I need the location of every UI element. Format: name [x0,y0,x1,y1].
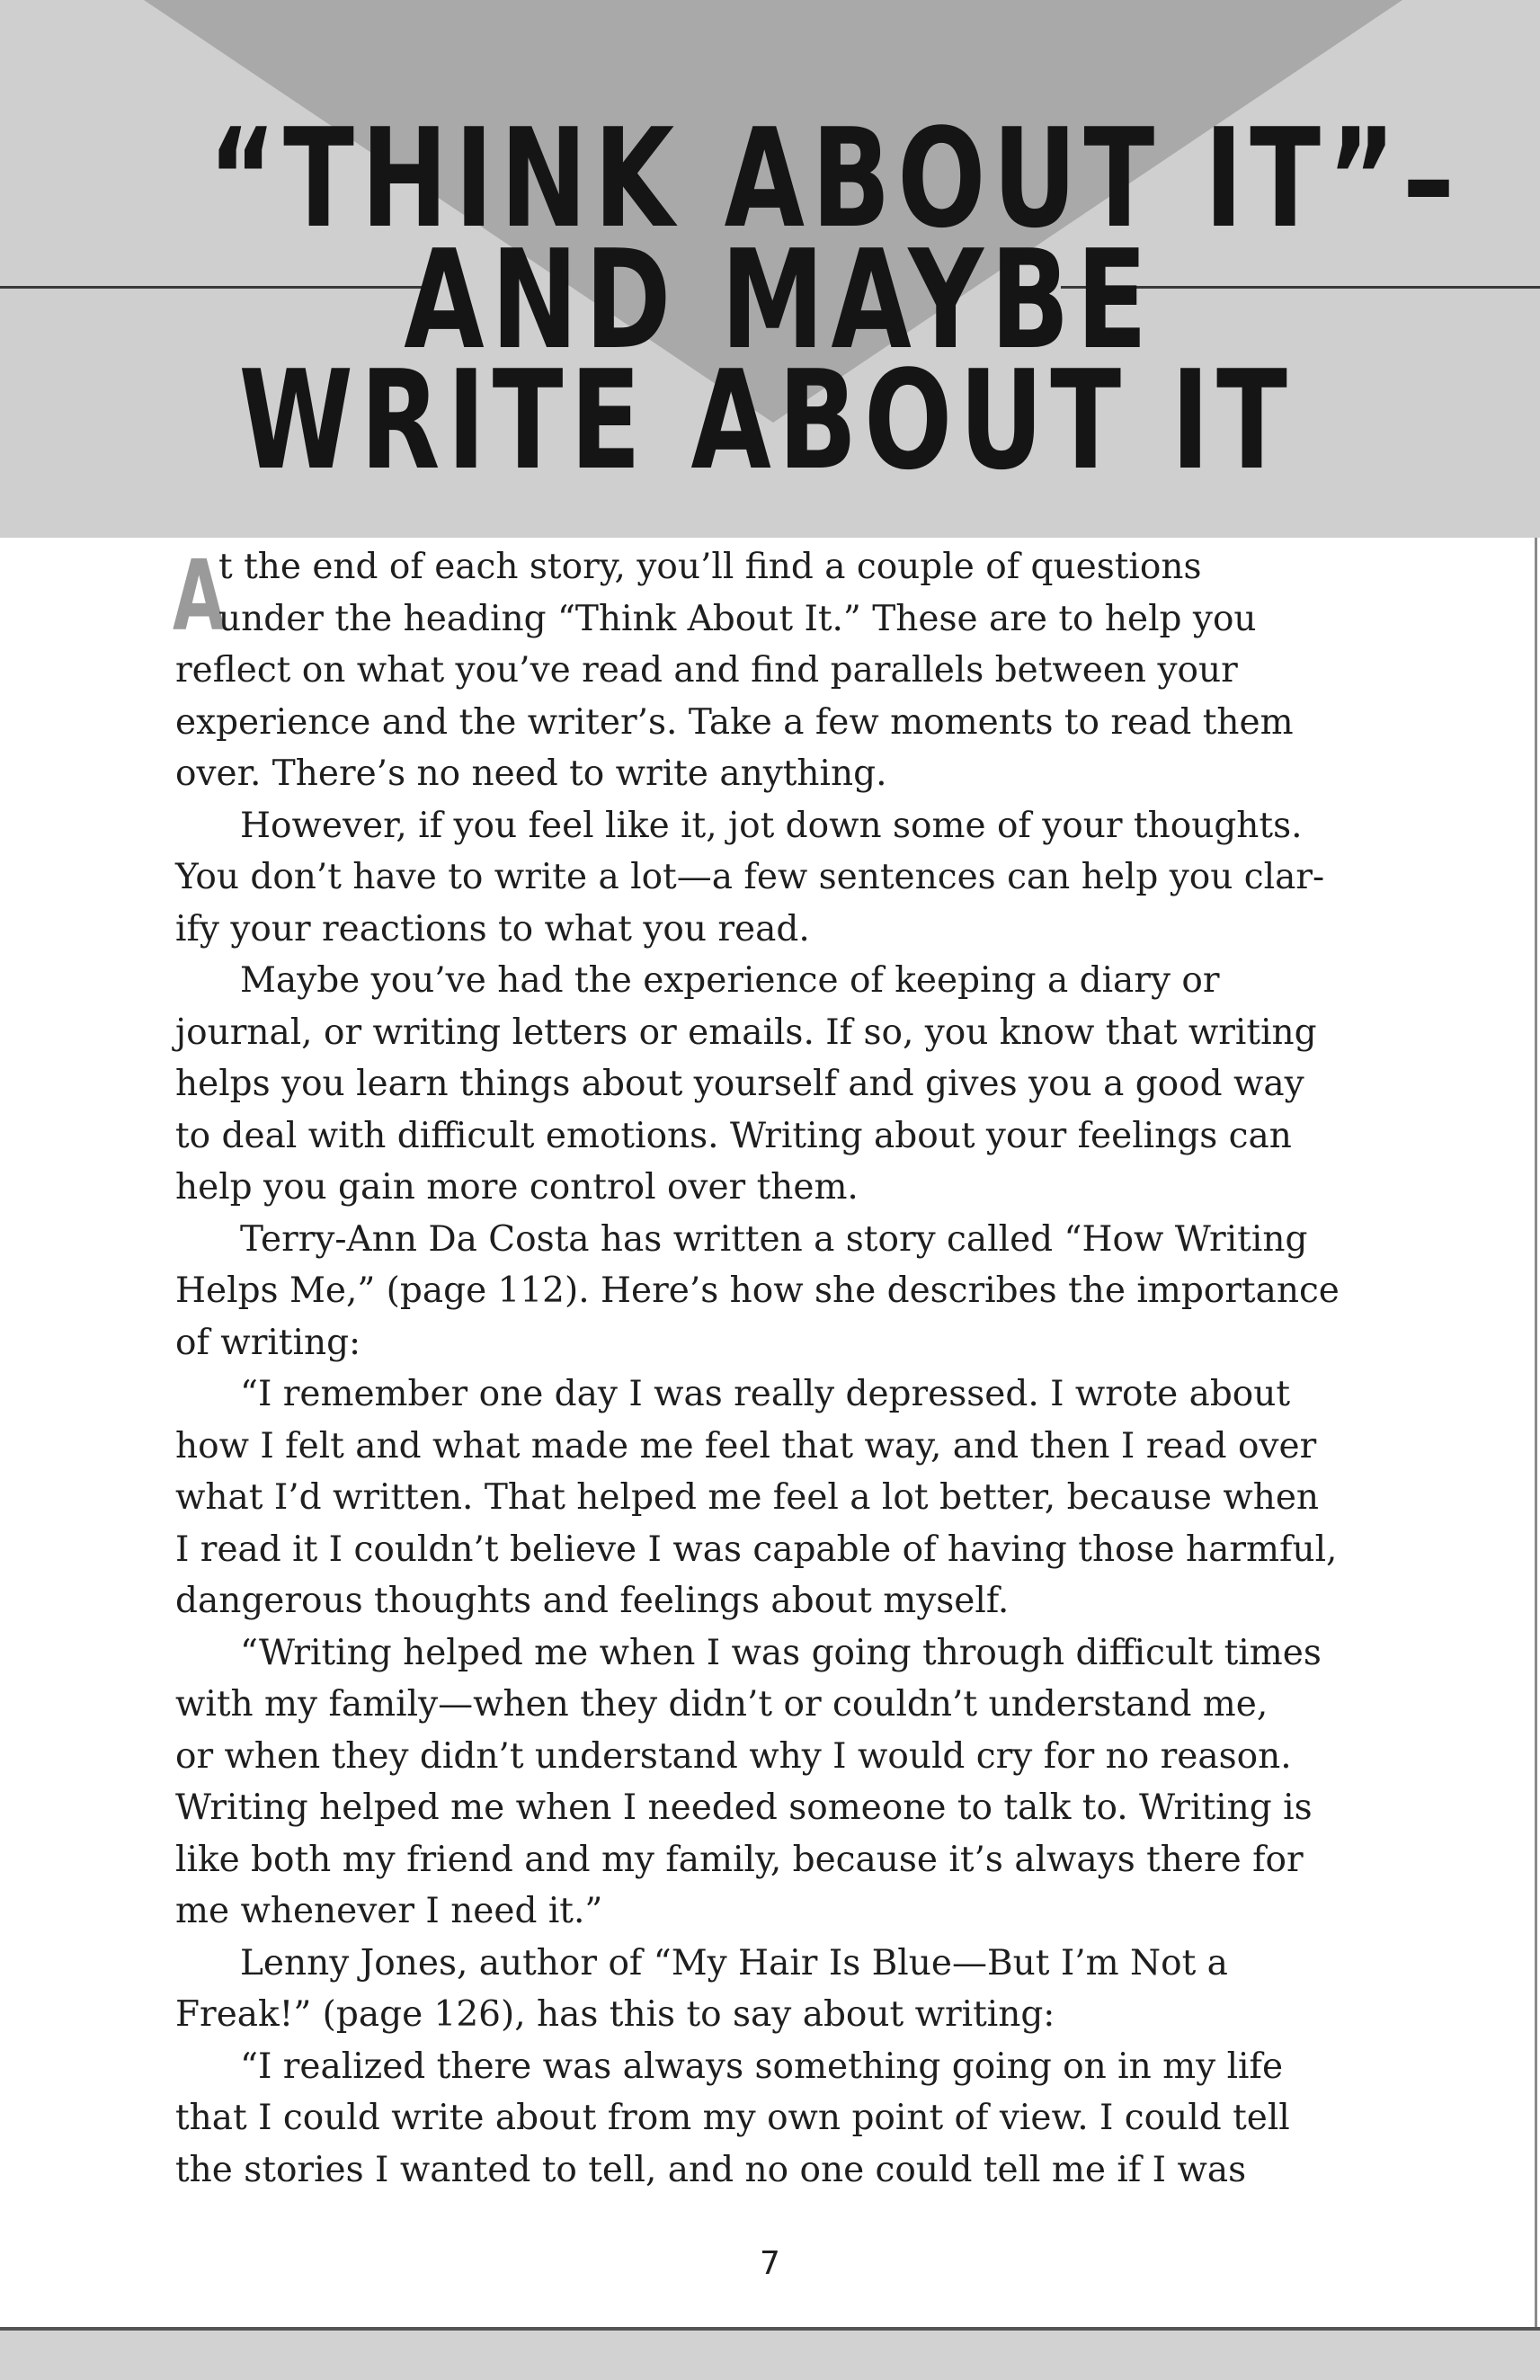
paragraph [175,955,1362,1214]
text-line: or when they didn’t understand why I would cry for no reason. [175,1735,1292,1777]
text-line: help you gain more control over them. [175,1167,859,1208]
page-title-line-3: WRITE ABOUT IT [238,341,1295,500]
paragraph [175,541,1362,800]
text-line: Lenny Jones, author of “My Hair Is Blue—But I’m Not a [240,1942,1228,1983]
page-title-line-2: AND MAYBE [404,220,1154,379]
paragraph [175,1368,1362,1627]
text-line: reflect on what you’ve read and find parallels between your [175,650,1238,691]
body-text [175,541,1362,2196]
text-line: “I remember one day I was really depressed. I wrote about [240,1374,1291,1414]
text-line: like both my friend and my family, because it’s always there for [175,1839,1304,1880]
header-band [0,0,1540,538]
text-line: with my family—when they didn’t or couldn’t understand me, [175,1684,1268,1725]
text-line: However, if you feel like it, jot down some of your thoughts. [240,805,1303,846]
text-line: I read it I couldn’t believe I was capable of having those harmful, [175,1529,1338,1570]
paragraph [175,1938,1362,2041]
text-line: “I realized there was always something going on in my life [240,2046,1284,2087]
text-line: that I could write about from my own point of view. I could tell [175,2098,1290,2138]
paragraph [175,1627,1362,1938]
text-line: how I felt and what made me feel that way, and then I read over [175,1425,1317,1466]
text-line: what I’d written. That helped me feel a lot better, because when [175,1477,1320,1518]
text-line: Writing helped me when I needed someone to talk to. Writing is [175,1787,1313,1828]
text-line: t the end of each story, you’ll find a couple of questions [218,547,1202,587]
text-line: over. There’s no need to write anything. [175,753,887,794]
text-line: Helps Me,” (page 112). Here’s how she describes the importance [175,1270,1340,1311]
drop-cap: A [173,540,226,653]
text-line: helps you learn things about yourself and gives you a good way [175,1064,1304,1104]
paragraph [175,1214,1362,1369]
page-title-line-1: “THINK ABOUT IT”– [208,99,1462,258]
text-line: to deal with difficult emotions. Writing about your feelings can [175,1115,1292,1156]
text-line: me whenever I need it.” [175,1891,603,1931]
page-number: 7 [760,2245,780,2282]
text-line: ify your reactions to what you read. [175,908,810,949]
text-line: experience and the writer’s. Take a few moments to read them [175,701,1294,743]
page-edge-rule [1535,538,1537,2327]
text-line: of writing: [175,1322,361,1363]
footer-band [0,2327,1540,2380]
paragraph [175,2041,1362,2197]
text-line: the stories I wanted to tell, and no one could tell me if I was [175,2149,1247,2190]
text-line: “Writing helped me when I was going through difficult times [240,1632,1322,1673]
text-line: under the heading “Think About It.” These are to help you [218,598,1257,639]
paragraph [175,800,1362,956]
text-line: Maybe you’ve had the experience of keeping a diary or [240,960,1220,1001]
text-line: Terry-Ann Da Costa has written a story called “How Writing [240,1218,1308,1260]
text-line: journal, or writing letters or emails. If so, you know that writing [175,1012,1317,1053]
text-line: Freak!” (page 126), has this to say about writing: [175,1994,1055,2035]
text-line: You don’t have to write a lot—a few sentences can help you clar- [175,857,1325,897]
text-line: dangerous thoughts and feelings about myself. [175,1581,1010,1621]
